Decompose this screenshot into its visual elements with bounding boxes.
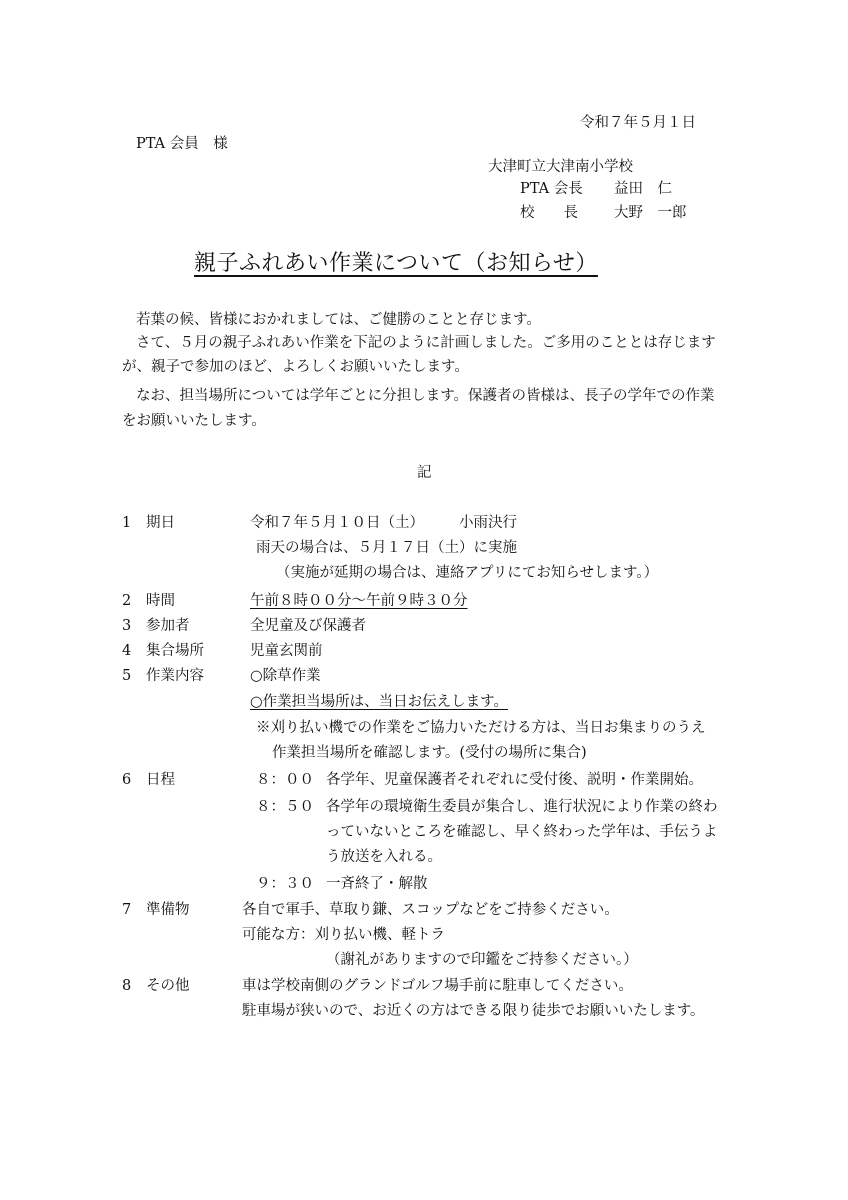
- paragraph-assignment-line1: なお、担当場所については学年ごとに分担します。保護者の皆様は、長子の学年での作業: [136, 388, 715, 404]
- paragraph-plan-line2: が、親子で参加のほど、よろしくお願いいたします。: [122, 359, 469, 375]
- pta-president-name: 益田 仁: [614, 181, 672, 197]
- item-label-work: 作業内容: [146, 668, 204, 684]
- school-name: 大津町立大津南小学校: [488, 159, 633, 175]
- other-parking-line1: 車は学校南側のグランドゴルフ場手前に駐車してください。: [242, 978, 633, 994]
- schedule-desc-2b: っていないところを確認し、早く終わった学年は、手伝うよ: [326, 824, 718, 840]
- principal-name: 大野 一郎: [614, 205, 687, 221]
- ki-heading: 記: [417, 465, 432, 481]
- postpone-note: （実施が延期の場合は、連絡アプリにてお知らせします。）: [276, 565, 659, 581]
- event-date: 令和７年５月１０日（土）: [250, 515, 424, 531]
- item-number: 5: [122, 668, 132, 684]
- paragraph-greeting: 若葉の候、皆様におかれましては、ご健勝のことと存じます。: [136, 312, 541, 328]
- items-line3: （謝礼がありますので印鑑をご持参ください。）: [326, 952, 638, 968]
- schedule-desc-2a: 各学年の環境衛生委員が集合し、進行状況により作業の終わ: [326, 799, 718, 815]
- brush-cutter-note-line1: ※刈り払い機での作業をご協力いただける方は、当日お集まりのうえ: [256, 720, 706, 736]
- item-number: 8: [122, 978, 132, 994]
- item-number: 1: [122, 515, 132, 531]
- paragraph-plan-line1: さて、５月の親子ふれあい作業を下記のように計画しました。ご多用のこととは存じます: [136, 335, 716, 351]
- item-label-time: 時間: [146, 593, 175, 609]
- principal-title: 校 長: [520, 205, 578, 221]
- schedule-desc-3: 一斉終了・解散: [326, 876, 428, 892]
- items-line1: 各自で軍手、草取り鎌、スコップなどをご持参ください。: [242, 902, 619, 918]
- pta-president-title: PTA 会長: [520, 181, 583, 197]
- item-label-other: その他: [146, 978, 190, 994]
- work-area-notice: ○作業担当場所は、当日お伝えします。: [250, 694, 508, 710]
- schedule-time-3: ９：３０: [256, 876, 314, 892]
- meeting-place-value: 児童玄関前: [250, 643, 323, 659]
- item-label-date: 期日: [146, 515, 175, 531]
- participants-value: 全児童及び保護者: [250, 618, 366, 634]
- item-label-schedule: 日程: [146, 772, 175, 788]
- schedule-desc-2c: う放送を入れる。: [326, 849, 442, 865]
- item-number: 3: [122, 618, 132, 634]
- item-number: 7: [122, 902, 132, 918]
- item-label-items: 準備物: [146, 902, 190, 918]
- issue-date: 令和７年５月１日: [580, 115, 696, 131]
- schedule-time-1: ８：００: [256, 772, 314, 788]
- schedule-time-2: ８：５０: [256, 799, 314, 815]
- work-weeding: ○除草作業: [250, 668, 321, 684]
- items-line2: 可能な方：刈り払い機、軽トラ: [242, 927, 445, 943]
- event-time: 午前８時００分～午前９時３０分: [250, 593, 468, 609]
- item-number: 6: [122, 772, 132, 788]
- document-title: 親子ふれあい作業について（お知らせ）: [194, 251, 598, 276]
- item-label-meeting-place: 集合場所: [146, 643, 204, 659]
- item-number: 2: [122, 593, 132, 609]
- brush-cutter-note-line2: 作業担当場所を確認します。(受付の場所に集合): [272, 745, 587, 761]
- recipient: PTA 会員 様: [136, 136, 228, 152]
- rain-date: 雨天の場合は、５月１７日（土）に実施: [256, 540, 517, 556]
- light-rain-note: 小雨決行: [459, 515, 517, 531]
- schedule-desc-1: 各学年、児童保護者それぞれに受付後、説明・作業開始。: [326, 772, 703, 788]
- item-number: 4: [122, 643, 132, 659]
- item-label-participants: 参加者: [146, 618, 190, 634]
- paragraph-assignment-line2: をお願いいたします。: [122, 413, 266, 429]
- other-parking-line2: 駐車場が狭いので、お近くの方はできる限り徒歩でお願いいたします。: [242, 1003, 705, 1019]
